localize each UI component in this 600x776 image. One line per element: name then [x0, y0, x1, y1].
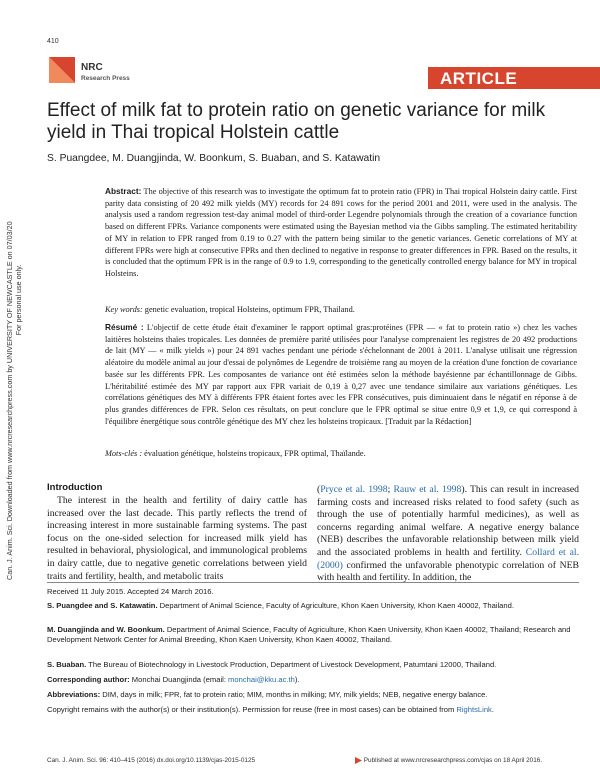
footnote-divider	[47, 582, 579, 583]
corresponding-author	[47, 675, 579, 685]
logo-line2: Research Press	[81, 75, 130, 82]
resume-text: L'objectif de cette étude était d'examiner le rapport optimal gras:protéines (FPR — « fat to protein ratio ») chez les vaches laitières holsteins thaïes tropicales. Les données de première parité utilisées pour l'analyse comprenaient les registres de 20 492 productions de lait (MY — « milk yields ») pour 24 891 vaches pendant une période s'échelonnant de 2001 à 2011. L'analyse utilisait une régression aléatoire du modèle animal au jour d'essai de polynômes de Legendre de troisième rang au moyen de la création d'une fonction de covariance basée sur les différents FPR. Les composantes de variance ont été estimées selon la méthode bayésienne par échantillonnage de Gibbs. L'héritabilité estimée des MY par rapport aux FPR variait de 0,19 à 0,27 avec une tendance similaire aux variations génétiques. Les corrélations génétiques des MY à différents FPR étaient fortes avec les FPR consécutives, puis diminuaient dans le négatif en réponse à de plus grandes différences de FPR. Selon ces résultats, on peut conclure que le FPR optimal se situe entre 0,9 et 1,9, ce qui correspond à l'équilibre énergétique sous contrôle génétique des MY chez les holsteins tropicaux. [Traduit par la Rédaction]	[105, 323, 577, 426]
publisher-logo[interactable]	[47, 55, 157, 89]
abbr-label: Abbreviations:	[47, 690, 101, 699]
article-title: Effect of milk fat to protein ratio on genetic variance for milk yield in Thai tropical Holstein cattle	[47, 100, 546, 143]
mots-cles	[105, 448, 577, 459]
intro-column-1: The interest in the health and fertility of dairy cattle has increased over the last decade. This partly reflects the trend of increasing interest in more sustainable farming systems. The past focus on the one-sided selection for increased milk yield has resulted in behavioral, physiological, and immunological problems in dairy cattle, due to negative genetic correlations between yield traits and fertility, health, and metabolic traits	[47, 495, 307, 582]
aff2-text: Department of Animal Science, Faculty of Agriculture, Khon Kaen University, Khon Kaen 40002, Thailand; Research and Development Network Center for Animal Breeding, Khon Kaen University, Khon Kaen 40002, Thailand.	[47, 625, 571, 645]
citation-rauw[interactable]: Rauw et al. 1998	[393, 484, 462, 495]
aff2-names: M. Duangjinda and W. Boonkum.	[47, 625, 165, 634]
mots-cles-label: Mots-clés :	[105, 449, 143, 458]
received-date: Received 11 July 2015. Accepted 24 March 2016.	[47, 587, 214, 596]
download-note-line2: For personal use only.	[14, 264, 23, 336]
copyright	[47, 705, 579, 715]
abstract-text: The objective of this research was to investigate the optimum fat to protein ratio (FPR) in Thai tropical Holstein dairy cattle. First parity data consisting of 20 492 milk yields (MY) records for 24 891 cows for the period 2001 and 2011, were used in the analysis. The analysis used a random regression test-day animal model of third-order Legendre polynomials through the creation of a covariance function based on different FPRs. Variance components were estimated using the Bayesian method via the Gibbs sampling. The estimated heritability of MY in relation to FPR ranged from 0.19 to 0.27 with the pattern being similar to the genetic variances. Genetic correlations of MY at different FPRs were high at consecutive FPRs and then declined to negative in response to greater differences in FPR. Based on the results, it is concluded that the optimum FPR is in the range of 0.9 to 1.9, corresponding to the genetically controlled energy balance for MY in tropical Holsteins.	[105, 187, 577, 278]
corr-close: ).	[294, 675, 300, 684]
affiliation-3	[47, 660, 579, 670]
download-note-line1: Can. J. Anim. Sci. Downloaded from www.nrcresearchpress.com by UNIVERSITY OF NEWCASTLE on 07/03/20	[5, 221, 14, 580]
intro-col2-text-b: confirmed the unfavorable phenotypic correlation of NEB with health and fertility. In addition, the	[317, 559, 579, 584]
section-label: ARTICLE	[440, 69, 518, 88]
published-footer	[355, 757, 542, 764]
author-list: S. Puangdee, M. Duangjinda, W. Boonkum, S. Buaban, and S. Katawatin	[47, 153, 381, 164]
abbreviations	[47, 690, 579, 700]
citation-pryce[interactable]: Pryce et al. 1998	[320, 484, 388, 495]
published-text[interactable]: Published at www.nrcresearchpress.com/cjas on 18 April 2016.	[363, 757, 543, 765]
page-number: 410	[47, 38, 59, 45]
copyright-end: .	[491, 705, 494, 714]
intro-col2-text-a: ). This can result in increased farming costs and increased risks related to food safety (such as through the use of potentially harmful medicines), as well as concerns regarding animal welfare. A negative energy balance (NEB) describes the unfavorable relationship between milk yield and the associated problems in health and fertility.	[317, 484, 579, 558]
citation-collard[interactable]: Collard et al. (2000)	[317, 546, 579, 571]
aff1-names: S. Puangdee and S. Katawatin.	[47, 601, 158, 610]
keywords-label: Key words:	[105, 305, 143, 314]
nrc-logo-icon	[47, 55, 77, 85]
download-note	[5, 20, 23, 580]
triangle-icon	[355, 757, 362, 764]
keywords-text: genetic evaluation, tropical Holsteins, optimum FPR, Thailand.	[142, 305, 355, 314]
affiliation-1	[47, 601, 579, 611]
cite-sep: ;	[387, 484, 394, 495]
article-section-band	[428, 67, 600, 89]
aff3-text: The Bureau of Biotechnology in Livestock Production, Department of Livestock Development, Patumtani 12000, Thailand.	[86, 660, 497, 669]
corr-label: Corresponding author:	[47, 675, 130, 684]
rightslink-link[interactable]: RightsLink	[456, 705, 492, 714]
keywords	[105, 304, 577, 315]
abstract-label: Abstract:	[105, 186, 142, 196]
corr-text: Monchai Duangjinda (email:	[129, 675, 229, 684]
resume-label: Résumé :	[105, 322, 144, 332]
corr-email-link[interactable]: monchai@kku.ac.th	[228, 675, 295, 684]
copyright-text: Copyright remains with the author(s) or their institution(s). Permission for reuse (free in most cases) can be obtained from	[47, 705, 457, 714]
affiliation-2	[47, 625, 579, 645]
logo-line1: NRC	[81, 62, 103, 73]
aff1-text: Department of Animal Science, Faculty of Agriculture, Khon Kaen University, Khon Kaen 40002, Thailand.	[157, 601, 514, 610]
paren: (	[317, 484, 321, 495]
aff3-names: S. Buaban.	[47, 660, 87, 669]
citation-footer: Can. J. Anim. Sci. 96: 410–415 (2016) dx.doi.org/10.1139/cjas-2015-0125	[47, 757, 256, 764]
abstract	[105, 186, 577, 280]
mots-cles-text: évaluation génétique, holsteins tropicaux, FPR optimal, Thaïlande.	[142, 449, 366, 458]
abbr-text: DIM, days in milk; FPR, fat to protein ratio; MIM, months in milking; MY, milk yields; NEB, negative energy balance.	[100, 690, 488, 699]
intro-heading: Introduction	[47, 482, 103, 493]
intro-column-2	[317, 484, 579, 585]
resume	[105, 322, 577, 427]
